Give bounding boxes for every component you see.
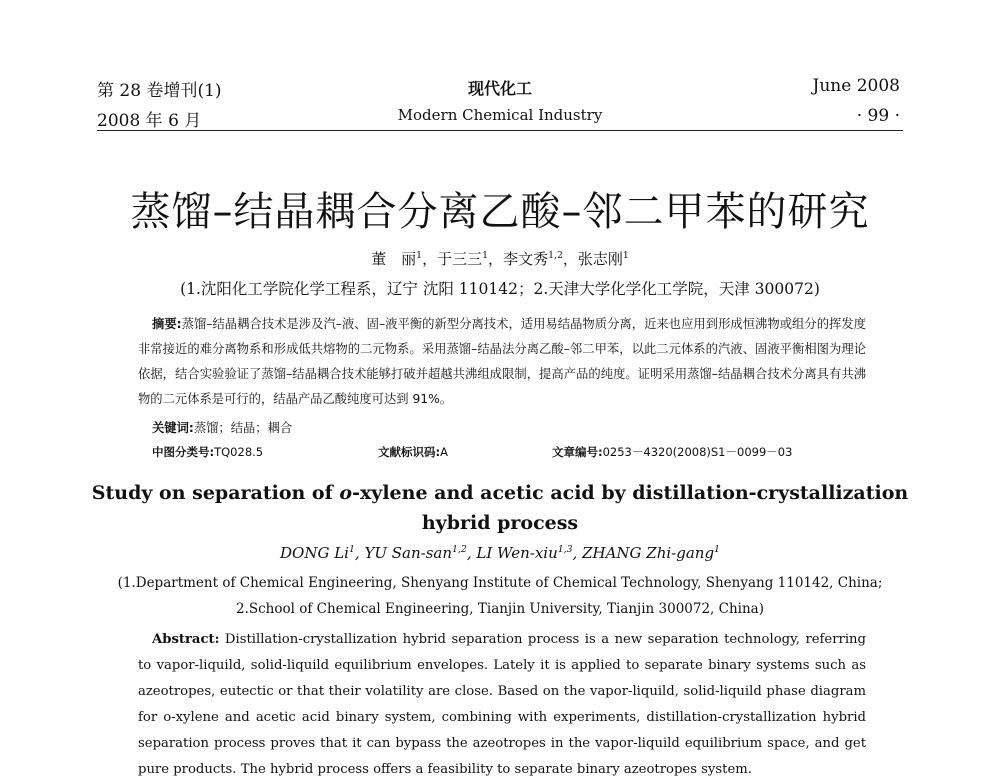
clc-number: 中图分类号:TQ028.5 bbox=[152, 445, 264, 459]
author-cn-affil: 1 bbox=[482, 250, 489, 261]
author-en-affil: 1 bbox=[348, 544, 355, 555]
paper-title-en-line2: hybrid process bbox=[421, 512, 579, 534]
journal-volume: 第 28 卷增刊(1) bbox=[97, 81, 222, 101]
author-en: YU San-san bbox=[364, 544, 453, 562]
author-en: LI Wen-xiu bbox=[476, 544, 558, 562]
author-en-affil: 1,2 bbox=[452, 544, 467, 555]
author-en: DONG Li bbox=[280, 544, 349, 562]
author-cn: 李文秀 bbox=[503, 250, 549, 268]
page-number: · 99 · bbox=[856, 106, 900, 126]
author-cn: 董 丽 bbox=[371, 250, 417, 268]
affiliation-en-line1: (1.Department of Chemical Engineering, Shenyang Institute of Chemical Technology, Shenyang 110142, China; bbox=[117, 575, 883, 591]
author-cn: 张志刚 bbox=[577, 250, 623, 268]
issue-date-en: June 2008 bbox=[812, 76, 900, 96]
keywords-text: 蒸馏；结晶；耦合 bbox=[193, 421, 293, 435]
author-en: ZHANG Zhi-gang bbox=[582, 544, 715, 562]
author-en-affil: 1 bbox=[714, 544, 720, 555]
paper-title-en-line1: Study on separation of o-xylene and acetic acid by distillation-crystallization bbox=[91, 482, 909, 504]
authors-cn: 董 丽$^1$，于三三$^1$，李文秀$^{1,2}$，张志刚$^1$ bbox=[371, 250, 629, 268]
author-cn-affil: 1,2 bbox=[548, 250, 563, 261]
affiliation-en-line2: 2.School of Chemical Engineering, Tianjin University, Tianjin 300072, China) bbox=[235, 601, 764, 617]
author-cn-affil: 1 bbox=[622, 250, 629, 261]
journal-name-en: Modern Chemical Industry bbox=[397, 106, 603, 124]
paper-title-cn: 蒸馏–结晶耦合分离乙酸–邻二甲苯的研究 bbox=[130, 189, 870, 235]
author-cn: 于三三 bbox=[437, 250, 483, 268]
doc-code: 文献标识码:A bbox=[378, 445, 448, 459]
header-rule bbox=[97, 130, 903, 131]
keywords-label: 关键词: bbox=[152, 421, 194, 435]
authors-en: DONG Li$^1$, YU San-san$^{1,2}$, LI Wen-xiu$^{1,3}$, ZHANG Zhi-gang$^1$ bbox=[280, 544, 720, 562]
author-en-affil: 1,3 bbox=[557, 544, 573, 555]
abstract-en-label: Abstract: bbox=[152, 632, 220, 647]
keywords-cn bbox=[152, 418, 292, 436]
abstract-cn-label: 摘要: bbox=[152, 317, 182, 331]
abstract-cn bbox=[138, 312, 866, 412]
affiliation-cn: (1.沈阳化工学院化学工程系，辽宁 沈阳 110142；2.天津大学化学化工学院，天津 300072) bbox=[180, 280, 820, 298]
journal-name-cn: 现代化工 bbox=[467, 79, 532, 98]
journal-date: 2008 年 6 月 bbox=[97, 111, 202, 131]
article-number: 文章编号:0253－4320(2008)S1－0099－03 bbox=[552, 445, 793, 459]
abstract-en-text: Distillation-crystallization hybrid separation process is a new separation technology, referring to vapor-liquild, solid-liquild equilibrium envelopes. Lately it is applied to separate binary systems such as azeotropes, eutectic or that their volatility are close. Based on the vapor-liquild, solid-liquild phase diagram for o-xylene and acetic acid binary system, combining with experiments, distillation-crystallization hybrid separation process proves that it can bypass the azeotropes in the vapor-liquild equilibrium space, and get pure products. The hybrid process offers a feasibility to separate binary azeotropes system. bbox=[138, 632, 866, 777]
author-cn-affil: 1 bbox=[416, 250, 423, 261]
abstract-cn-text: 蒸馏–结晶耦合技术是涉及汽–液、固–液平衡的新型分离技术，适用易结晶物质分离，近来也应用到形成恒沸物或组分的挥发度非常接近的难分离物系和形成低共熔物的二元物系。采用蒸馏–结晶法分离乙酸–邻二甲苯，以此二元体系的汽液、固液平衡相图为理论依据，结合实验验证了蒸馏–结晶耦合技术能够打破并超越共沸组成限制，提高产品的纯度。证明采用蒸馏–结晶耦合技术分离具有共沸物的二元体系是可行的，结晶产品乙酸纯度可达到 91%。 bbox=[138, 317, 867, 406]
